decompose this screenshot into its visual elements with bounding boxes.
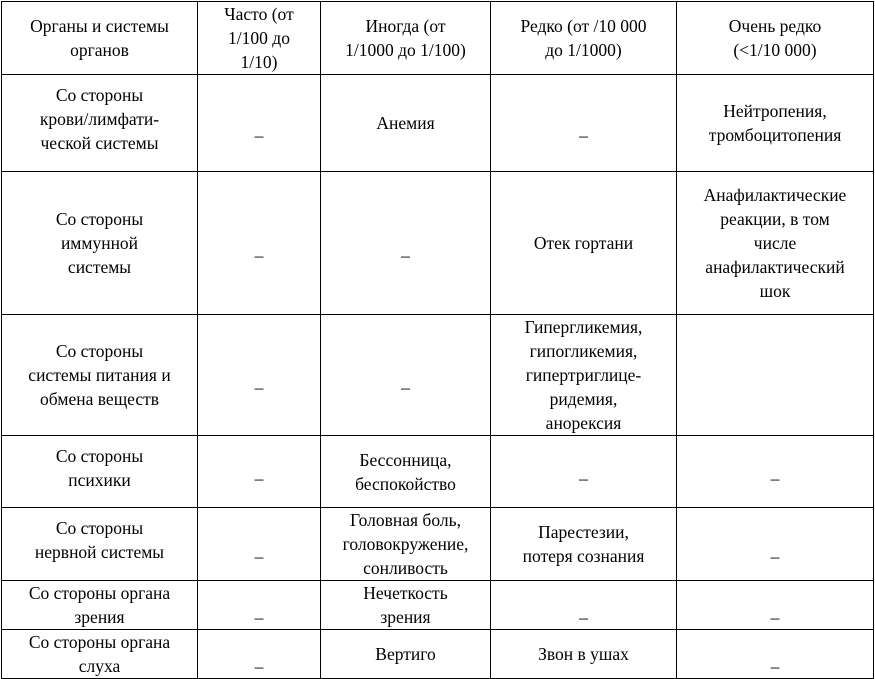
table-row — [2, 581, 874, 630]
rarely-cell: Гипергликемия, гипогликемия, гипертриглице- ридемия, анорексия — [491, 315, 677, 436]
table-row — [2, 75, 874, 172]
often-cell: _ — [198, 630, 321, 679]
rarely-cell: _ — [491, 436, 677, 508]
table-row — [2, 630, 874, 679]
organ-cell: Со стороны нервной системы — [2, 508, 198, 581]
often-cell: _ — [198, 315, 321, 436]
often-cell: _ — [198, 75, 321, 172]
rarely-cell: _ — [491, 581, 677, 630]
header-often: Часто (от 1/100 до 1/10) — [198, 2, 321, 75]
organ-cell: Со стороны крови/лимфати- ческой системы — [2, 75, 198, 172]
organ-cell: Со стороны органа слуха — [2, 630, 198, 679]
often-cell: _ — [198, 172, 321, 315]
very-rarely-cell: _ — [677, 436, 874, 508]
table-header-row — [2, 2, 874, 75]
sometimes-cell: Бессонница, беспокойство — [321, 436, 491, 508]
table-row — [2, 172, 874, 315]
sometimes-cell: Головная боль, головокружение, сонливость — [321, 508, 491, 581]
header-rarely: Редко (от /10 000 до 1/1000) — [491, 2, 677, 75]
very-rarely-cell: Анафилактические реакции, в том числе анафилактический шок — [677, 172, 874, 315]
rarely-cell: Звон в ушах — [491, 630, 677, 679]
sometimes-cell: Анемия — [321, 75, 491, 172]
table-row — [2, 436, 874, 508]
header-very-rarely: Очень редко (<1/10 000) — [677, 2, 874, 75]
very-rarely-cell: _ — [677, 630, 874, 679]
sometimes-cell: _ — [321, 315, 491, 436]
rarely-cell: Парестезии, потеря сознания — [491, 508, 677, 581]
organ-cell: Со стороны системы питания и обмена веществ — [2, 315, 198, 436]
often-cell: _ — [198, 581, 321, 630]
very-rarely-cell: Нейтропения, тромбоцитопения — [677, 75, 874, 172]
adverse-reactions-table — [1, 1, 874, 679]
rarely-cell: _ — [491, 75, 677, 172]
often-cell: _ — [198, 436, 321, 508]
sometimes-cell: _ — [321, 172, 491, 315]
header-sometimes: Иногда (от 1/1000 до 1/100) — [321, 2, 491, 75]
often-cell: _ — [198, 508, 321, 581]
organ-cell: Со стороны иммунной системы — [2, 172, 198, 315]
header-organs: Органы и системы органов — [2, 2, 198, 75]
organ-cell: Со стороны органа зрения — [2, 581, 198, 630]
table-row — [2, 508, 874, 581]
sometimes-cell: Вертиго — [321, 630, 491, 679]
rarely-cell: Отек гортани — [491, 172, 677, 315]
sometimes-cell: Нечеткость зрения — [321, 581, 491, 630]
organ-cell: Со стороны психики — [2, 436, 198, 508]
table-row — [2, 315, 874, 436]
very-rarely-cell — [677, 315, 874, 436]
very-rarely-cell: _ — [677, 508, 874, 581]
very-rarely-cell: _ — [677, 581, 874, 630]
